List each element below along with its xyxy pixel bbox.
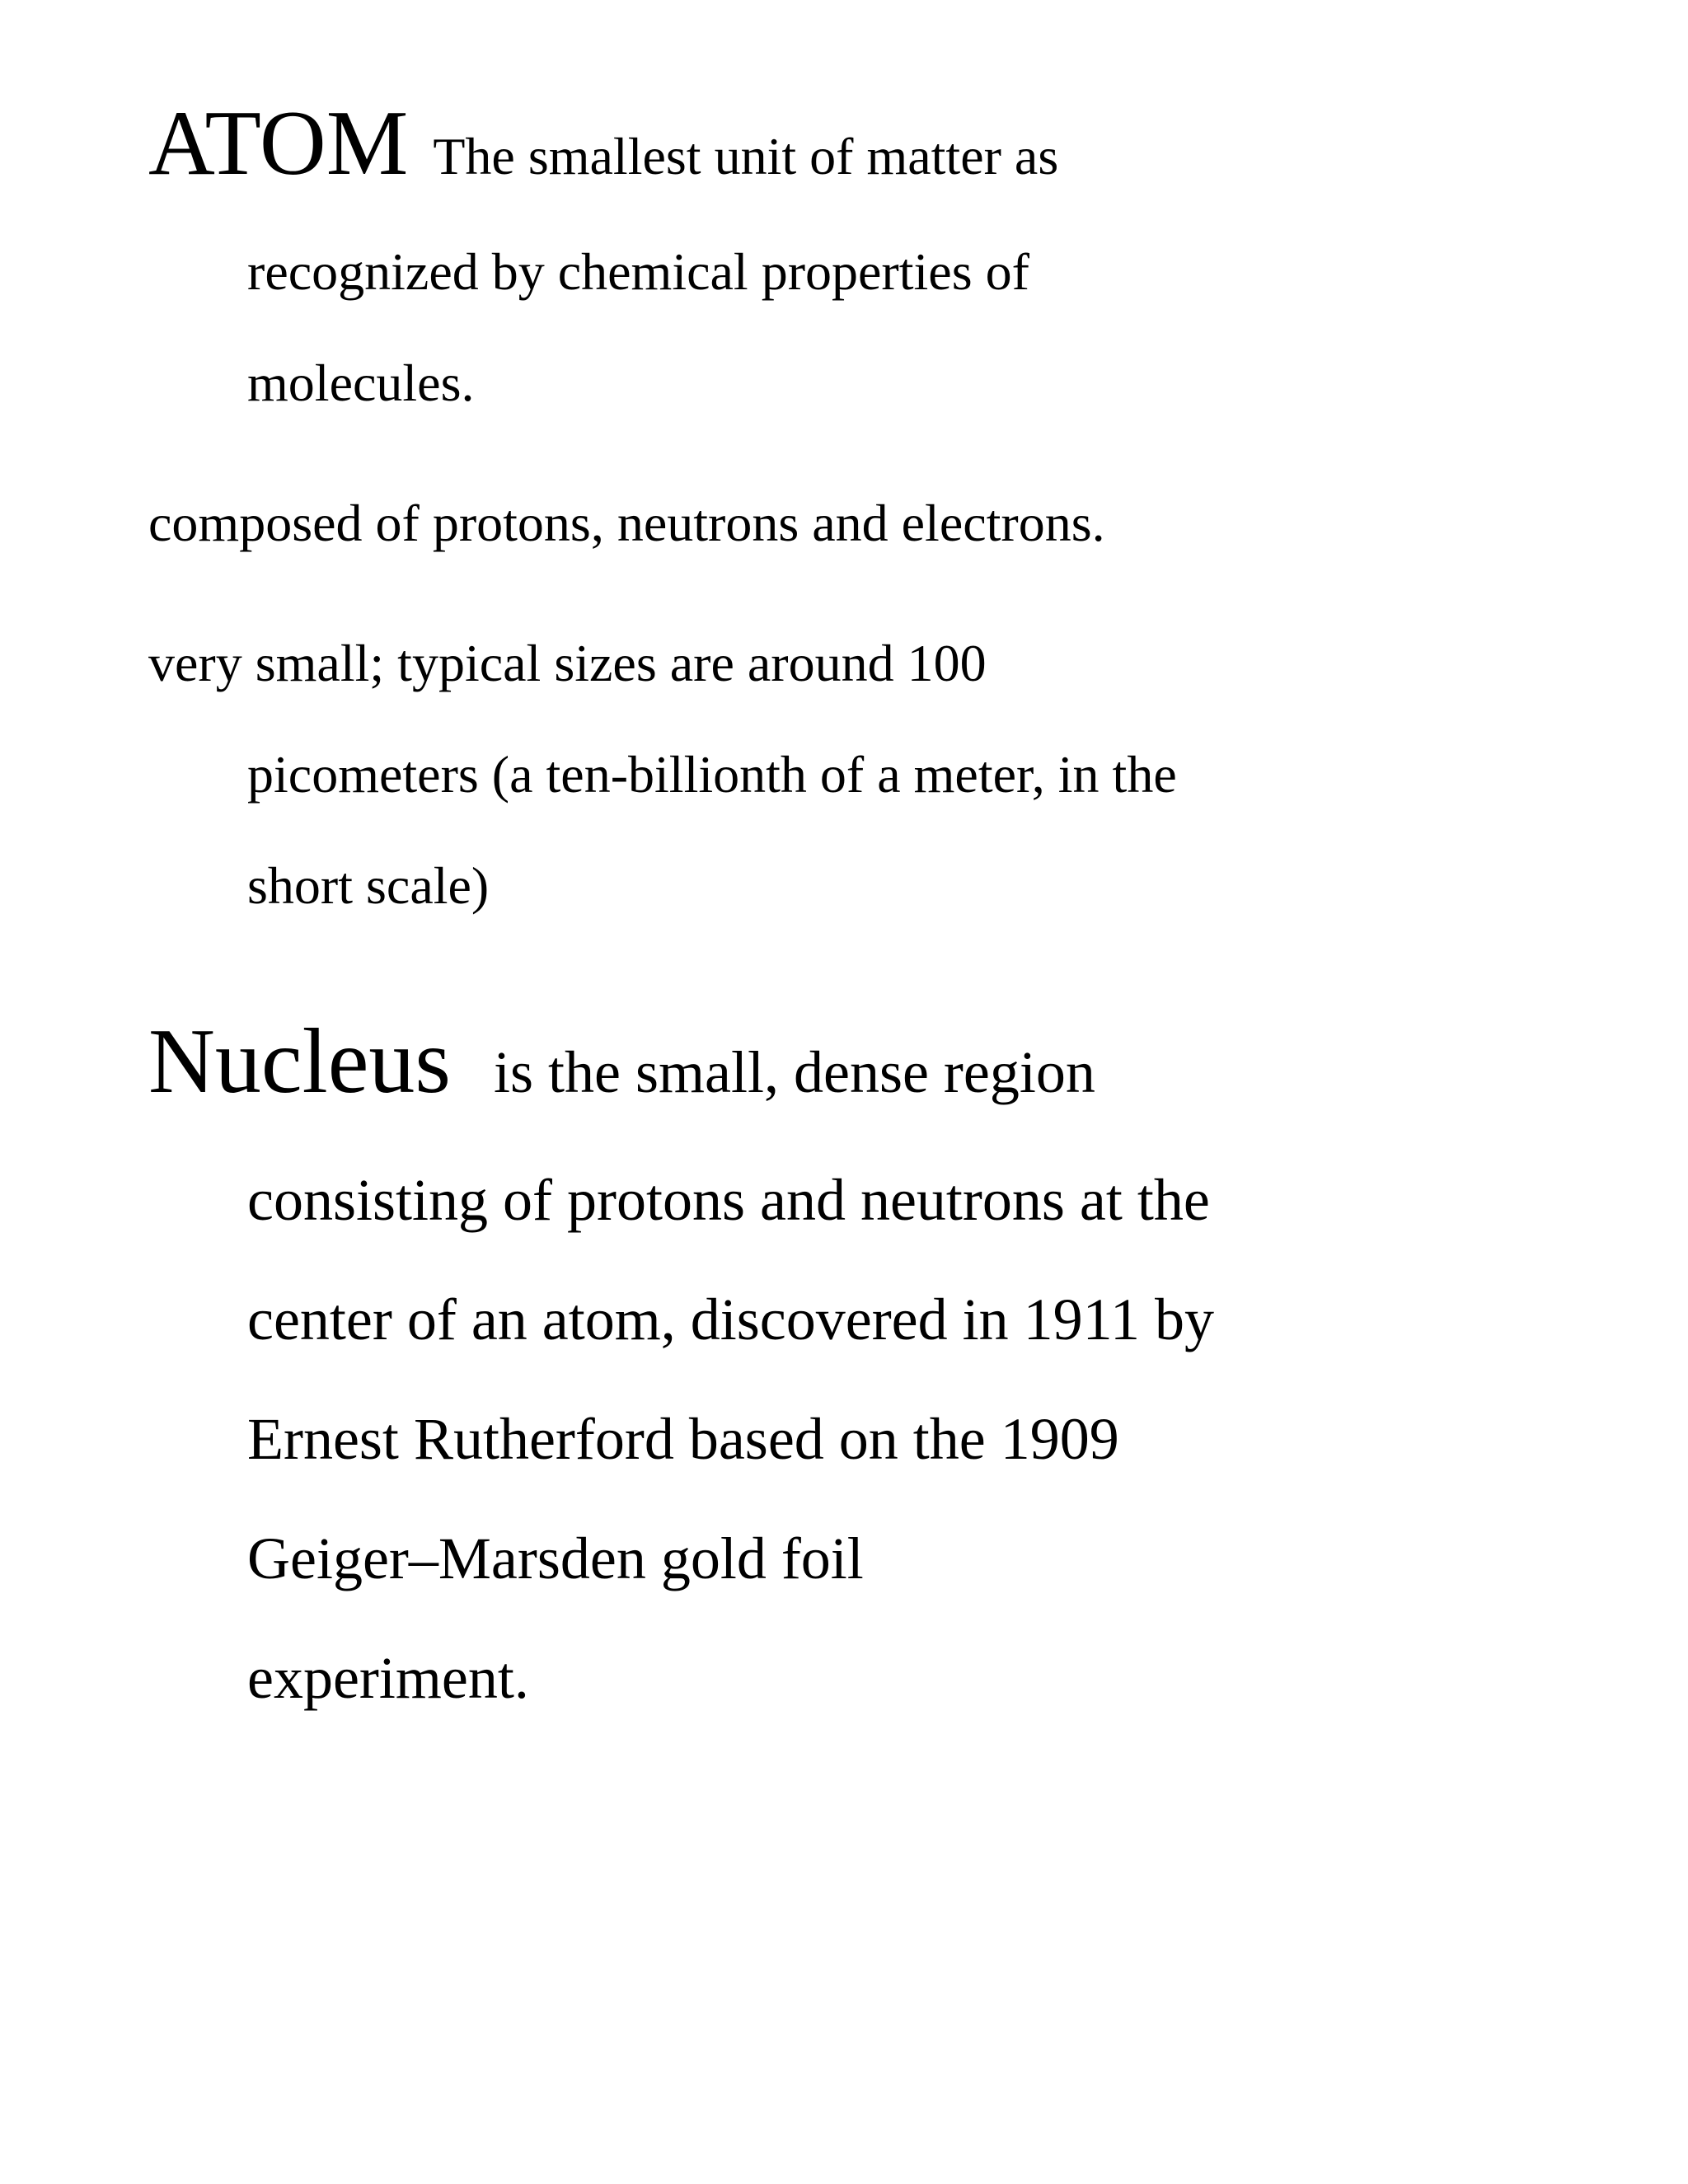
nucleus-definition-line-4: Ernest Rutherford based on the 1909 <box>247 1406 1119 1472</box>
atom-point-size-line-2: picometers (a ten-billionth of a meter, in the <box>247 745 1177 804</box>
nucleus-definition-line-3: center of an atom, discovered in 1911 by <box>247 1286 1214 1352</box>
atom-point-size-line-3: short scale) <box>247 856 490 915</box>
atom-heading-line <box>148 92 1059 194</box>
atom-definition-line-3: molecules. <box>247 354 475 412</box>
atom-term: ATOM <box>148 92 409 194</box>
atom-definition-line-2: recognized by chemical properties of <box>247 242 1029 301</box>
nucleus-heading-line <box>148 1010 1095 1113</box>
atom-point-size-line-1: very small; typical sizes are around 100 <box>148 634 987 692</box>
nucleus-definition-line-2: consisting of protons and neutrons at the <box>247 1167 1210 1233</box>
nucleus-term: Nucleus <box>148 1010 452 1113</box>
atom-definition-line-1: The smallest unit of matter as <box>433 127 1059 185</box>
atom-point-composition: composed of protons, neutrons and electrons. <box>148 494 1105 552</box>
nucleus-definition-line-5: Geiger–Marsden gold foil <box>247 1526 864 1591</box>
nucleus-definition-line-1: is the small, dense region <box>494 1039 1095 1105</box>
nucleus-definition-line-6: experiment. <box>247 1645 529 1711</box>
